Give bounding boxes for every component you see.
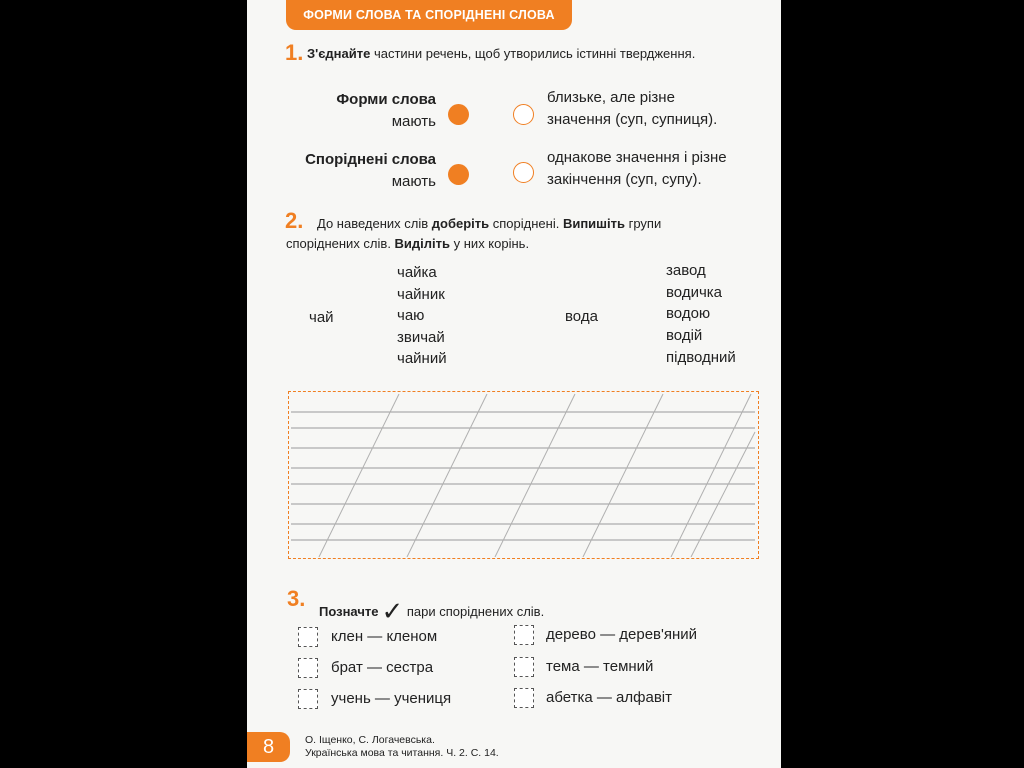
pair-checkbox[interactable] (514, 688, 534, 708)
task2-text-3: групи (624, 216, 662, 231)
group2-word: завод (666, 262, 706, 279)
task1-right-2-dot[interactable] (513, 162, 534, 183)
handwriting-guide-lines (289, 392, 757, 557)
task1-right-1-line2: значення (суп, супниця). (547, 111, 718, 128)
group2-head-word: вода (565, 308, 598, 325)
footer-authors: О. Іщенко, С. Логачевська. (305, 734, 435, 746)
task1-left-1-line1: Форми слова (336, 91, 436, 108)
task1-right-1-dot[interactable] (513, 104, 534, 125)
task1-left-1-line2: мають (391, 113, 436, 130)
task1-instr-rest: частини речень, щоб утворились істинні твердження. (370, 46, 696, 61)
task3-instr-rest: пари споріднених слів. (403, 604, 545, 619)
task1-right-2-line1: однакове значення і різне (547, 149, 727, 166)
task2-text-4: споріднених слів. (286, 236, 395, 251)
task1-left-2-dot[interactable] (448, 164, 469, 185)
task1-right-1-line1: близьке, але різне (547, 89, 675, 106)
task3-instr-bold: Позначте (319, 604, 379, 619)
task3-number: 3. (287, 586, 306, 611)
section-title: ФОРМИ СЛОВА ТА СПОРІДНЕНІ СЛОВА (286, 0, 572, 30)
task2-bold-1: доберіть (431, 216, 490, 231)
task1-instr-bold: З'єднайте (307, 46, 371, 61)
pair-checkbox[interactable] (514, 625, 534, 645)
task1-left-1-dot[interactable] (448, 104, 469, 125)
task2-text-2: споріднені. (489, 216, 563, 231)
task2-bold-3: Виділіть (394, 236, 451, 251)
pair-checkbox[interactable] (514, 657, 534, 677)
task1-number: 1. (285, 40, 304, 65)
group1-head-word: чай (309, 309, 334, 326)
workbook-page (247, 0, 781, 768)
pair-checkbox[interactable] (298, 658, 318, 678)
word-pair: абетка — алфавіт (546, 689, 672, 706)
task1-left-2-line1: Споріднені слова (305, 151, 436, 168)
pair-checkbox[interactable] (298, 689, 318, 709)
group2-word: підводний (666, 349, 736, 366)
word-pair: клен — кленом (331, 628, 438, 645)
task2-text-1: До наведених слів (317, 216, 432, 231)
task2-text-5: у них корінь. (450, 236, 530, 251)
word-pair: дерево — дерев'яний (546, 626, 698, 643)
pair-checkbox[interactable] (298, 627, 318, 647)
group1-word: чайний (397, 350, 447, 367)
word-pair: брат — сестра (331, 659, 434, 676)
group1-word: чайка (397, 264, 437, 281)
group2-word: водичка (666, 284, 722, 301)
task2-number: 2. (285, 208, 304, 233)
task1-right-2-line2: закінчення (суп, супу). (547, 171, 702, 188)
word-pair: тема — темний (546, 658, 654, 675)
task3-instruction (319, 592, 545, 626)
check-mark-icon: ✓ (381, 596, 404, 626)
group2-word: водій (666, 327, 703, 344)
answer-writing-area[interactable] (288, 391, 759, 559)
group1-word: чаю (397, 307, 425, 324)
footer-book-title: Українська мова та читання. Ч. 2. С. 14. (305, 747, 499, 759)
group2-word: водою (666, 305, 711, 322)
word-pair: учень — учениця (331, 690, 452, 707)
page-number: 8 (247, 732, 290, 762)
task1-left-2-line2: мають (391, 173, 436, 190)
task2-instruction-line2 (286, 236, 529, 251)
group1-word: чайник (397, 286, 445, 303)
task2-instruction-line1 (317, 216, 661, 231)
task2-bold-2: Випишіть (562, 216, 625, 231)
task1-instruction (307, 46, 695, 61)
group1-word: звичай (397, 329, 445, 346)
